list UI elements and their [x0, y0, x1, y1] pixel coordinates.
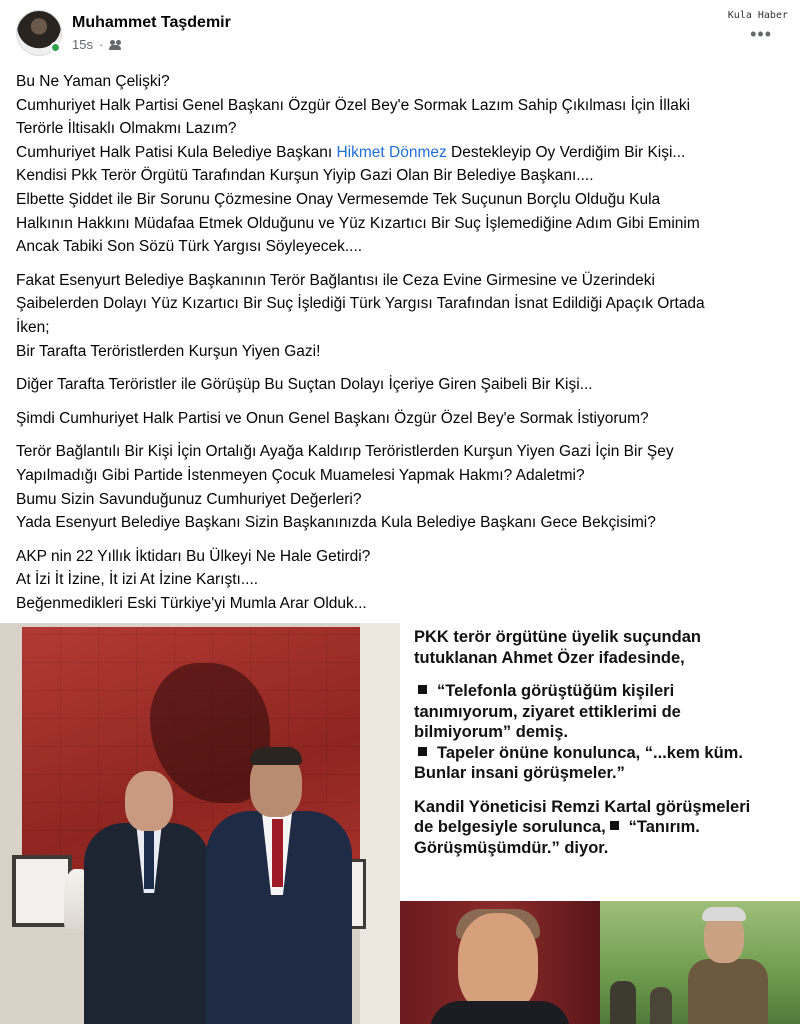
text-line: Cumhuriyet Halk Partisi Genel Başkanı Özgür Özel Bey'e Sormak Lazım Sahip Çıkılması İçin İllaki: [16, 96, 691, 114]
text-line: İken;: [16, 318, 50, 336]
text-line: Bir Tarafta Teröristlerden Kurşun Yiyen Gazi!: [16, 342, 321, 360]
panel-line: tanımıyorum, ziyaret ettiklerimi de: [414, 702, 681, 721]
background-person: [610, 981, 636, 1024]
person: [688, 959, 768, 1024]
background-person: [650, 987, 672, 1024]
panel-line: Kandil Yöneticisi Remzi Kartal görüşmeleri: [414, 797, 751, 816]
photo-man-outdoors: [600, 901, 800, 1024]
post-header: Muhammet Taşdemir 15s ·: [16, 10, 231, 56]
text-line: Yapılmadığı Gibi Partide İstenmeyen Çocuk Muamelesi Yapmak Hakmı? Adaletmi?: [16, 466, 585, 484]
text-line: Ancak Tabiki Son Sözü Türk Yargısı Söyleyecek....: [16, 238, 363, 256]
text-line: [16, 141, 786, 165]
text-line: Diğer Tarafta Teröristler ile Görüşüp Bu Suçtan Dolayı İçeriye Giren Şaibeli Bir Kişi...: [16, 376, 593, 394]
friends-icon[interactable]: [109, 40, 122, 50]
paragraph-6: [16, 545, 786, 616]
panel-line: Görüşmüşümdür.” diyor.: [414, 838, 609, 857]
post-text: [16, 70, 786, 625]
paragraph-4: [16, 407, 786, 431]
panel-line: [414, 743, 790, 764]
panel-line: tutuklanan Ahmet Özer ifadesinde,: [414, 648, 685, 667]
square-bullet-icon: [418, 685, 427, 694]
photo-two-politicians: [0, 623, 400, 1024]
panel-text: de belgesiyle sorulunca,: [414, 818, 606, 836]
hair: [702, 907, 746, 921]
picture-frame: [12, 855, 72, 927]
more-options-button[interactable]: [750, 24, 772, 45]
tie: [144, 829, 154, 889]
photo-man-portrait: [400, 901, 600, 1024]
text-line: Beğenmedikleri Eski Türkiye'yi Mumla Arar Olduk...: [16, 594, 367, 612]
text-line: Şimdi Cumhuriyet Halk Partisi ve Onun Genel Başkanı Özgür Özel Bey'e Sormak İstiyorum?: [16, 409, 649, 427]
post-time[interactable]: 15s: [72, 37, 93, 52]
panel-text: “Tanırım.: [628, 818, 700, 836]
text-line: Yada Esenyurt Belediye Başkanı Sizin Başkanınızda Kula Belediye Başkanı Gece Bekçisimi?: [16, 514, 656, 532]
text-line: Elbette Şiddet ile Bir Sorunu Çözmesine Onay Vermesemde Tek Suçunun Borçlu Olduğu Kula: [16, 190, 661, 208]
text-line: Şaibelerden Dolayı Yüz Kızartıcı Bir Suç İşlediği Türk Yargısı Tarafından İsnat Edildiği Apaçık Ortada: [16, 295, 705, 313]
square-bullet-icon: [418, 747, 427, 756]
paragraph-5: [16, 440, 786, 534]
panel-line: Bunlar insani görüşmeler.”: [414, 764, 625, 782]
avatar[interactable]: [16, 10, 62, 56]
hair: [250, 747, 302, 765]
paragraph-1: [16, 70, 786, 259]
text-line: Terörle İltisaklı Olmakmı Lazım?: [16, 120, 237, 138]
text-line: AKP nin 22 Yıllık İktidarı Bu Ülkeyi Ne Hale Getirdi?: [16, 547, 371, 565]
text-line: Bumu Sizin Savunduğunuz Cumhuriyet Değerleri?: [16, 490, 362, 508]
face: [458, 913, 538, 1013]
wall: [360, 623, 400, 1024]
square-bullet-icon: [610, 821, 619, 830]
panel-line: PKK terör örgütüne üyelik suçundan: [414, 628, 701, 646]
text-line: At İzi İt İzine, İt izi At İzine Karıştı....: [16, 571, 259, 589]
paragraph-2: [16, 269, 786, 363]
news-text-panel: [400, 623, 800, 901]
watermark: Kula Haber: [727, 10, 788, 21]
text-segment: Destekleyip Oy Verdiğim Bir Kişi...: [446, 143, 686, 161]
panel-line: [414, 817, 790, 838]
text-line: Halkının Hakkını Müdafaa Etmek Olduğunu ve Yüz Kızartıcı Bir Suç İşlemediğine Adım Gibi Eminim: [16, 214, 700, 232]
text-line: Terör Bağlantılı Bir Kişi İçin Ortalığı Ayağa Kaldırıp Teröristlerden Kurşun Yiyen Gazi İçin Bir Şey: [16, 443, 674, 461]
panel-line: [414, 681, 790, 702]
panel-text: “Telefonla görüştüğüm kişileri: [437, 682, 675, 700]
text-line: Bu Ne Yaman Çelişki?: [16, 73, 170, 90]
online-status-icon: [50, 42, 61, 53]
tie: [272, 819, 283, 887]
panel-line: bilmiyorum” demiş.: [414, 723, 569, 741]
post-image[interactable]: [0, 623, 800, 1024]
text-line: Kendisi Pkk Terör Örgütü Tarafından Kurşun Yiyip Gazi Olan Bir Belediye Başkanı....: [16, 167, 594, 185]
mention-link[interactable]: Hikmet Dönmez: [336, 143, 447, 161]
more-horizontal-icon: •••: [750, 24, 772, 44]
face: [125, 771, 173, 831]
text-line: Fakat Esenyurt Belediye Başkanının Terör Bağlantısı ile Ceza Evine Girmesine ve Üzerindeki: [16, 271, 655, 289]
paragraph-3: [16, 373, 786, 397]
panel-text: Tapeler önüne konulunca, “...kem küm.: [437, 743, 743, 762]
author-name[interactable]: Muhammet Taşdemir: [72, 14, 231, 31]
suit: [430, 1001, 570, 1024]
text-segment: Cumhuriyet Halk Patisi Kula Belediye Başkanı: [16, 143, 337, 161]
